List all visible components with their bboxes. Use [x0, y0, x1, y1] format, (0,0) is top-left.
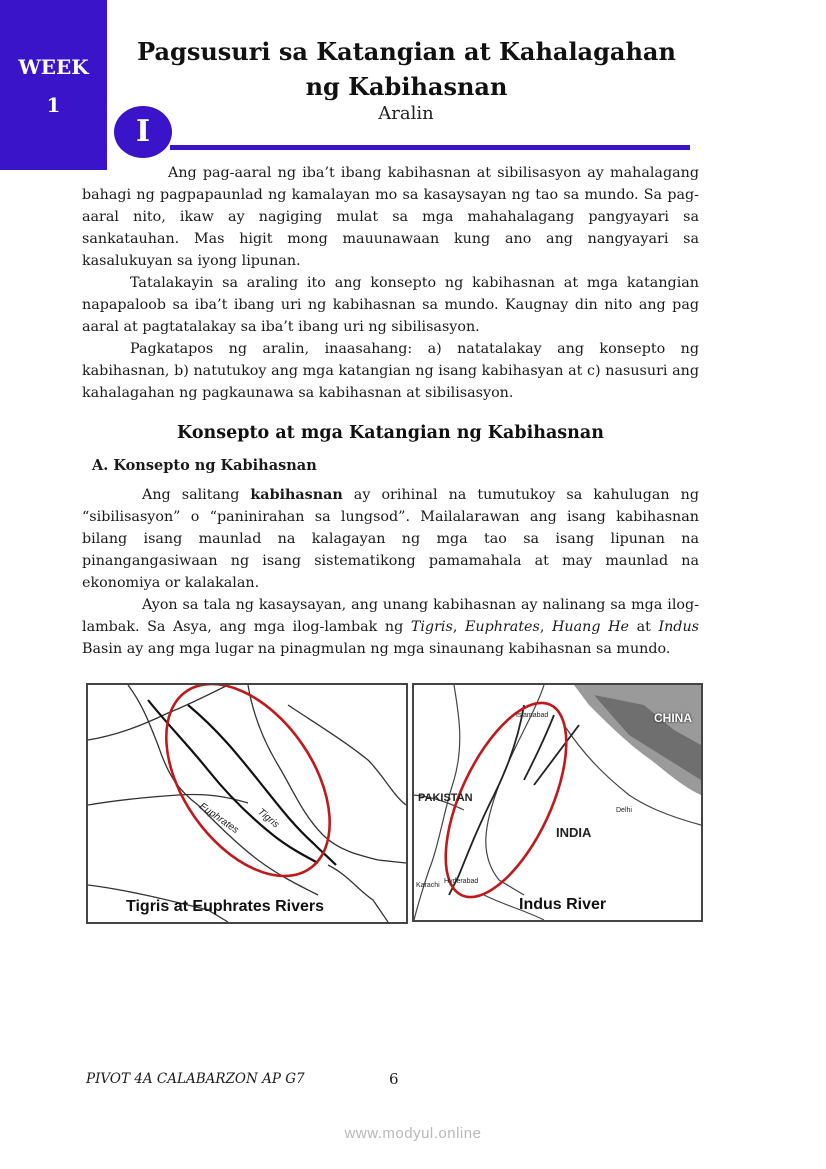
- text-span: ay orihinal na tumutukoy sa kahulugan ng “sibilisasyon” o “paninirahan sa lungsod”. Mailalarawan ang isang kabihasnan bilang isang maunlad na kalagayan ng mga tao sa isang lipunan na pinangangasiwaan ng isang sistematikong pamamahala at may maunlad na ekonomiya or kalakalan.: [82, 487, 699, 591]
- indus-map: [412, 683, 703, 922]
- keyword-kabihasnan: kabihasnan: [250, 487, 343, 503]
- concept-paragraph-2: [82, 594, 699, 660]
- label-tigris: Tigris: [255, 806, 282, 831]
- footer-source: PIVOT 4A CALABARZON AP G7: [86, 1071, 305, 1087]
- text-span: at: [629, 619, 659, 635]
- left-map-caption: Tigris at Euphrates Rivers: [126, 898, 324, 915]
- river-tigris: Tigris: [410, 619, 453, 635]
- section-name: Aralin: [378, 103, 434, 124]
- label-delhi: Delhi: [616, 807, 632, 814]
- section-letter-badge: I: [114, 106, 172, 158]
- header-divider: [170, 145, 690, 150]
- week-number: 1: [46, 93, 61, 117]
- tigris-euphrates-map: [86, 683, 408, 924]
- text-span: Ang salitang: [142, 487, 251, 503]
- label-karachi: Karachi: [416, 882, 440, 889]
- label-hyderabad: Hyderabad: [444, 878, 479, 885]
- text-span: ,: [452, 619, 465, 635]
- page-number: 6: [389, 1070, 399, 1088]
- intro-paragraph-3: Pagkatapos ng aralin, inaasahang: a) natatalakay ang konsepto ng kabihasnan, b) natutukoy ang mga katangian ng isang kabihasyan at c) nasusuri ang kahalagahan ng pagkaunawa sa kabihasnan at sibilisasyon.: [82, 341, 699, 401]
- week-label: WEEK: [18, 55, 89, 79]
- label-china: CHINA: [654, 711, 692, 725]
- label-islamabad: Islamabad: [516, 712, 549, 719]
- subsection-heading: A. Konsepto ng Kabihasnan: [92, 457, 317, 474]
- label-india: INDIA: [556, 825, 592, 840]
- right-map-caption: Indus River: [519, 896, 607, 913]
- concept-paragraph-1: [82, 484, 699, 594]
- label-pakistan: PAKISTAN: [418, 792, 473, 804]
- label-euphrates: Euphrates: [196, 800, 241, 837]
- tigris-euphrates-map-graphic: [88, 685, 406, 922]
- watermark: www.modyul.online: [344, 1125, 482, 1142]
- week-badge: [0, 0, 107, 170]
- river-euphrates: Euphrates: [464, 619, 540, 635]
- page-title: Pagsusuri sa Katangian at Kahalagahan ng Kabihasnan: [137, 37, 676, 101]
- section-heading: Konsepto at mga Katangian ng Kabihasnan: [177, 423, 604, 443]
- text-span: Basin ay ang mga lugar na pinagmulan ng mga sinaunang kabihasnan sa mundo.: [82, 641, 671, 657]
- river-huang-he: Huang He: [551, 619, 630, 635]
- text-span: ,: [539, 619, 552, 635]
- river-indus: Indus: [658, 619, 699, 635]
- intro-paragraph-2: Tatalakayin sa araling ito ang konsepto ng kabihasnan at mga katangian napapaloob sa iba’t ibang uri ng kabihasnan sa mundo. Kaugnay din nito ang pag aaral at pagtatalakay sa iba’t ibang uri ng sibilisasyon.: [82, 275, 699, 335]
- text-span: Ayon sa tala ng kasaysayan, ang unang kabihasnan ay nalinang sa mga ilog-lambak. Sa Asya, ang mga ilog-lambak ng: [82, 597, 699, 635]
- intro-paragraph-1: Ang pag-aaral ng iba’t ibang kabihasnan at sibilisasyon ay mahalagang bahagi ng pagpapaunlad ng kamalayan mo sa kasaysayan ng tao sa mundo. Sa pag-aaral nito, ikaw ay nagiging mulat sa mga mahahalagang pangyayari sa sankatauhan. Mas higit mong mauunawaan kung ano ang nangyayari sa kasalukuyan sa iyong lipunan.: [82, 165, 699, 269]
